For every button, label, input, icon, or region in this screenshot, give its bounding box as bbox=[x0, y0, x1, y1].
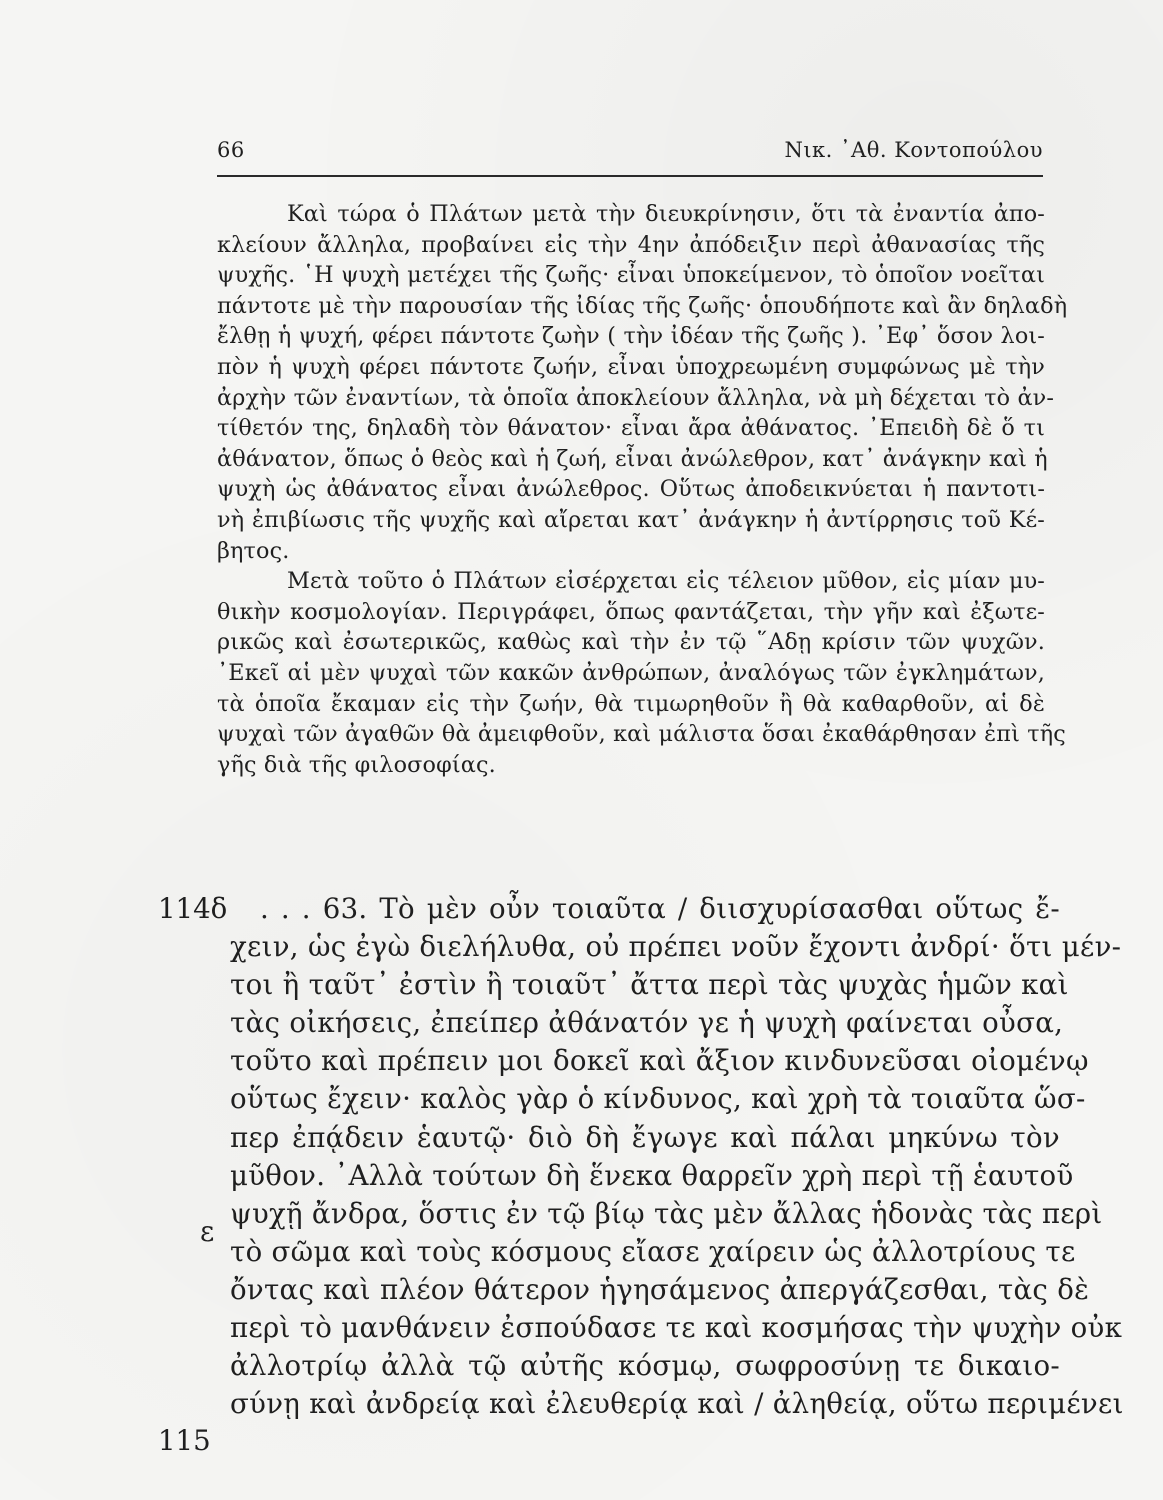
quote-line: τοι ἢ ταῦτ᾿ ἐστὶν ἢ τοιαῦτ᾿ ἄττα περὶ τὰς ψυχὰς ἡμῶν καὶ bbox=[230, 968, 1069, 1002]
quote-line: ὄντας καὶ πλέον θάτερον ἡγησάμενος ἀπεργάζεσθαι, τὰς δὲ bbox=[230, 1272, 1090, 1306]
page-number: 66 bbox=[217, 138, 245, 162]
quote-line: ψυχῇ ἄνδρα, ὅστις ἐν τῷ βίῳ τὰς μὲν ἄλλας ἡδονὰς τὰς περὶ bbox=[230, 1196, 1103, 1230]
commentary-line: τὰ ὁποῖα ἔκαμαν εἰς τὴν ζωήν, θὰ τιμωρηθοῦν ἢ θὰ καθαρθοῦν, αἱ δὲ bbox=[217, 690, 1045, 717]
commentary-line: κλείουν ἄλληλα, προβαίνει εἰς τὴν 4ην ἀπόδειξιν περὶ ἀθανασίας τῆς bbox=[217, 231, 1045, 258]
commentary-line: ψυχὴ ὡς ἀθάνατος εἶναι ἀνώλεθρος. Οὕτως ἀποδεικνύεται ἡ παντοτι- bbox=[217, 476, 1045, 503]
plato-quote bbox=[230, 890, 1124, 1423]
quote-line: τοῦτο καὶ πρέπειν μοι δοκεῖ καὶ ἄξιον κινδυνεῦσαι οἰομένῳ bbox=[230, 1044, 1089, 1078]
commentary-line: ρικῶς καὶ ἐσωτερικῶς, καθὼς καὶ τὴν ἐν τῷ ῞Αδῃ κρίσιν τῶν ψυχῶν. bbox=[217, 629, 1045, 656]
margin-ref-e: ε bbox=[200, 1215, 215, 1248]
quote-line: περ ἐπᾴδειν ἑαυτῷ· διὸ δὴ ἔγωγε καὶ πάλαι μηκύνω τὸν bbox=[230, 1120, 1060, 1154]
commentary-line: ψυχαὶ τῶν ἀγαθῶν θὰ ἀμειφθοῦν, καὶ μάλιστα ὅσαι ἐκαθάρθησαν ἐπὶ τῆς bbox=[217, 721, 1066, 748]
commentary-line: ἀρχὴν τῶν ἐναντίων, τὰ ὁποῖα ἀποκλείουν ἄλληλα, νὰ μὴ δέχεται τὸ ἀν- bbox=[217, 384, 1055, 411]
running-head: Νικ. ᾿Αθ. Κοντοπούλου bbox=[784, 138, 1043, 162]
commentary-text bbox=[217, 199, 1068, 780]
page-header bbox=[217, 138, 1043, 174]
commentary-line: ἔλθῃ ἡ ψυχή, φέρει πάντοτε ζωὴν ( τὴν ἰδέαν τῆς ζωῆς ). ᾿Εφ᾿ ὅσον λοι- bbox=[217, 323, 1045, 350]
commentary-line: γῆς διὰ τῆς φιλοσοφίας. bbox=[217, 751, 496, 778]
quote-line: μῦθον. ᾿Αλλὰ τούτων δὴ ἕνεκα θαρρεῖν χρὴ περὶ τῇ ἑαυτοῦ bbox=[230, 1158, 1074, 1192]
commentary-line: πὸν ἡ ψυχὴ φέρει πάντοτε ζωήν, εἶναι ὑποχρεωμένη συμφώνως μὲ τὴν bbox=[217, 353, 1045, 380]
quote-line: σύνῃ καὶ ἀνδρείᾳ καὶ ἐλευθερίᾳ καὶ / ἀληθείᾳ, οὕτω περιμένει bbox=[230, 1387, 1124, 1421]
commentary-line: θικὴν κοσμολογίαν. Περιγράφει, ὅπως φαντάζεται, τὴν γῆν καὶ ἐξωτε- bbox=[217, 598, 1045, 625]
quote-line: χειν, ὡς ἐγὼ διελήλυθα, οὐ πρέπει νοῦν ἔχοντι ἀνδρί· ὅτι μέν- bbox=[230, 930, 1122, 964]
quote-line: περὶ τὸ μανθάνειν ἐσπούδασε τε καὶ κοσμήσας τὴν ψυχὴν οὐκ bbox=[230, 1311, 1123, 1345]
quote-line: τὰς οἰκήσεις, ἐπείπερ ἀθάνατόν γε ἡ ψυχὴ φαίνεται οὖσα, bbox=[230, 1006, 1064, 1040]
commentary-line: Καὶ τώρα ὁ Πλάτων μετὰ τὴν διευκρίνησιν, ὅτι τὰ ἐναντία ἀπο- bbox=[287, 201, 1045, 227]
quote-line: ἀλλοτρίῳ ἀλλὰ τῷ αὐτῆς κόσμῳ, σωφροσύνῃ τε δικαιο- bbox=[230, 1349, 1060, 1383]
quote-line: . . . 63. Τὸ μὲν οὖν τοιαῦτα / διισχυρίσασθαι οὕτως ἔ- bbox=[260, 892, 1060, 925]
commentary-line: Μετὰ τοῦτο ὁ Πλάτων εἰσέρχεται εἰς τέλειον μῦθον, εἰς μίαν μυ- bbox=[287, 568, 1045, 595]
margin-ref-114d: 114δ bbox=[158, 892, 228, 925]
commentary-line: βητος. bbox=[217, 537, 290, 564]
quote-line: τὸ σῶμα καὶ τοὺς κόσμους εἴασε χαίρειν ὡς ἀλλοτρίους τε bbox=[230, 1234, 1076, 1268]
commentary-line: πάντοτε μὲ τὴν παρουσίαν τῆς ἰδίας τῆς ζωῆς· ὁπουδήποτε καὶ ἂν δηλαδὴ bbox=[217, 292, 1068, 319]
commentary-line: ᾿Εκεῖ αἱ μὲν ψυχαὶ τῶν κακῶν ἀνθρώπων, ἀναλόγως τῶν ἐγκλημάτων, bbox=[217, 659, 1045, 686]
commentary-line: ἀθάνατον, ὅπως ὁ θεὸς καὶ ἡ ζωή, εἶναι ἀνώλεθρον, κατ᾿ ἀνάγκην καὶ ἡ bbox=[217, 445, 1048, 472]
header-rule bbox=[217, 175, 1043, 177]
commentary-line: τίθετόν της, δηλαδὴ τὸν θάνατον· εἶναι ἄρα ἀθάνατος. ᾿Επειδὴ δὲ ὅ τι bbox=[217, 415, 1045, 442]
margin-ref-115: 115 bbox=[158, 1424, 211, 1457]
commentary-line: ψυχῆς. ῾Η ψυχὴ μετέχει τῆς ζωῆς· εἶναι ὑποκείμενον, τὸ ὁποῖον νοεῖται bbox=[217, 262, 1045, 289]
quote-line: οὕτως ἔχειν· καλὸς γὰρ ὁ κίνδυνος, καὶ χρὴ τὰ τοιαῦτα ὥσ- bbox=[230, 1082, 1086, 1116]
commentary-line: νὴ ἐπιβίωσις τῆς ψυχῆς καὶ αἴρεται κατ᾿ ἀνάγκην ἡ ἀντίρρησις τοῦ Κέ- bbox=[217, 506, 1045, 533]
